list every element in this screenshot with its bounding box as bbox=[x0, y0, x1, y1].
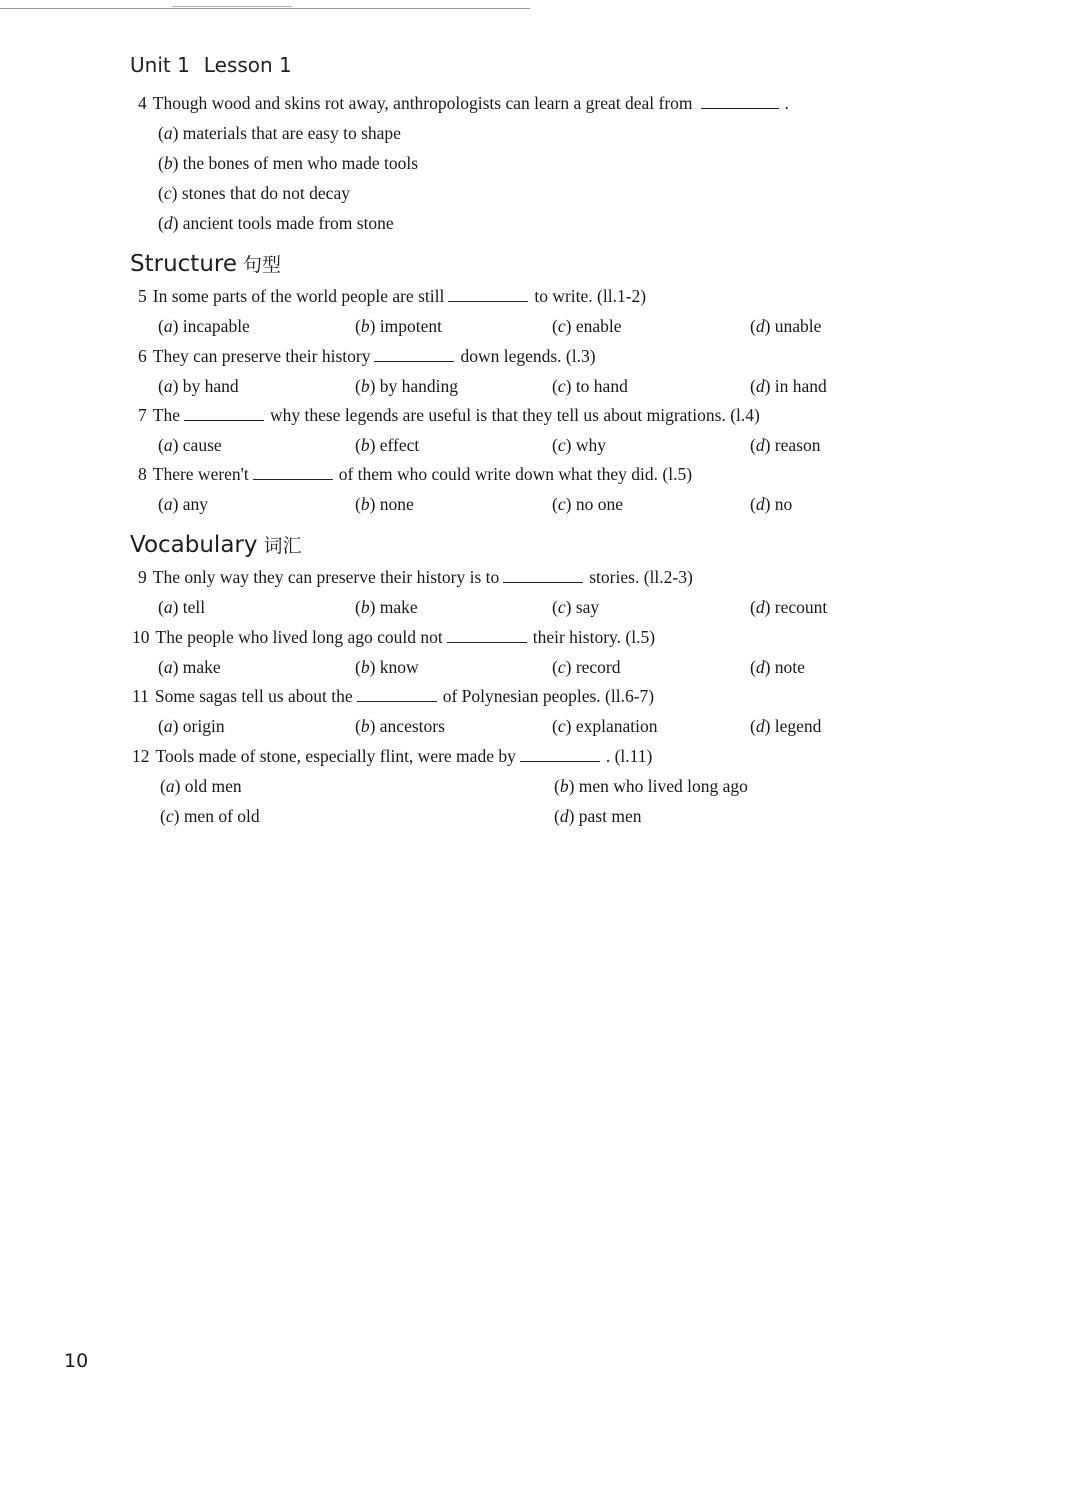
option-b[interactable]: (b) impotent bbox=[355, 316, 442, 336]
option-d[interactable]: (d) in hand bbox=[750, 376, 827, 396]
question-after: . bbox=[784, 93, 789, 113]
question-11: 11 Some sagas tell us about the of Polynesian peoples. (ll.6-7) bbox=[132, 686, 655, 706]
option-b[interactable]: (b) by handing bbox=[355, 376, 459, 396]
option-d[interactable]: (d) no bbox=[750, 494, 793, 514]
answer-blank[interactable] bbox=[253, 478, 333, 480]
option-a[interactable]: (a) tell bbox=[158, 597, 206, 617]
answer-blank[interactable] bbox=[520, 760, 600, 762]
option-b[interactable]: (b) ancestors bbox=[355, 716, 445, 736]
question-5: 5 In some parts of the world people are still to write. (ll.1-2) bbox=[138, 286, 647, 306]
question-text: Though wood and skins rot away, anthropologists can learn a great deal from bbox=[152, 93, 693, 113]
option-b[interactable]: (b) none bbox=[355, 494, 414, 514]
answer-blank[interactable] bbox=[701, 107, 779, 109]
option-d[interactable]: (d) recount bbox=[750, 597, 828, 617]
lesson-label: Lesson 1 bbox=[203, 53, 292, 77]
question-6: 6 They can preserve their history down legends. (l.3) bbox=[138, 346, 596, 366]
option-d[interactable]: (d) legend bbox=[750, 716, 822, 736]
question-number: 4 bbox=[138, 93, 147, 113]
answer-blank[interactable] bbox=[447, 641, 527, 643]
option-c[interactable]: (c) explanation bbox=[552, 716, 658, 736]
answer-blank[interactable] bbox=[374, 360, 454, 362]
top-rule bbox=[0, 8, 530, 9]
answer-blank[interactable] bbox=[448, 300, 528, 302]
option-c[interactable]: (c) enable bbox=[552, 316, 622, 336]
question-4 bbox=[138, 93, 789, 114]
option-a[interactable]: (a) any bbox=[158, 494, 209, 514]
option-c[interactable]: (c) no one bbox=[552, 494, 623, 514]
question-7: 7 The why these legends are useful is that they tell us about migrations. (l.4) bbox=[138, 405, 760, 425]
option-b[interactable]: (b) the bones of men who made tools bbox=[158, 153, 419, 173]
top-decoration-line bbox=[172, 6, 292, 7]
option-d[interactable]: (d) unable bbox=[750, 316, 822, 336]
answer-blank[interactable] bbox=[503, 581, 583, 583]
option-d[interactable]: (d) past men bbox=[554, 806, 642, 826]
section-title-vocabulary: Vocabulary 词汇 bbox=[130, 532, 302, 558]
option-a[interactable]: (a) origin bbox=[158, 716, 225, 736]
option-a[interactable]: (a) cause bbox=[158, 435, 222, 455]
option-a[interactable]: (a) by hand bbox=[158, 376, 239, 396]
option-a[interactable]: (a) old men bbox=[160, 776, 242, 796]
option-c[interactable]: (c) why bbox=[552, 435, 606, 455]
option-b[interactable]: (b) know bbox=[355, 657, 419, 677]
option-c[interactable]: (c) say bbox=[552, 597, 600, 617]
option-d[interactable]: (d) note bbox=[750, 657, 805, 677]
unit-lesson-header bbox=[130, 53, 292, 77]
option-c[interactable]: (c) to hand bbox=[552, 376, 628, 396]
question-10: 10 The people who lived long ago could not their history. (l.5) bbox=[132, 627, 656, 647]
answer-blank[interactable] bbox=[357, 700, 437, 702]
question-12: 12 Tools made of stone, especially flint, were made by . (l.11) bbox=[132, 746, 653, 766]
option-a[interactable]: (a) make bbox=[158, 657, 221, 677]
option-b[interactable]: (b) make bbox=[355, 597, 418, 617]
option-d[interactable]: (d) reason bbox=[750, 435, 821, 455]
unit-label: Unit 1 bbox=[130, 53, 190, 77]
option-a[interactable]: (a) materials that are easy to shape bbox=[158, 123, 401, 143]
option-b[interactable]: (b) men who lived long ago bbox=[554, 776, 748, 796]
question-8: 8 There weren't of them who could write down what they did. (l.5) bbox=[138, 464, 693, 484]
option-c[interactable]: (c) men of old bbox=[160, 806, 260, 826]
page-number: 10 bbox=[64, 1350, 89, 1372]
section-title-structure: Structure 句型 bbox=[130, 251, 282, 277]
answer-blank[interactable] bbox=[184, 419, 264, 421]
option-d[interactable]: (d) ancient tools made from stone bbox=[158, 213, 394, 233]
option-c[interactable]: (c) stones that do not decay bbox=[158, 183, 350, 203]
question-9: 9 The only way they can preserve their history is to stories. (ll.2-3) bbox=[138, 567, 693, 587]
option-a[interactable]: (a) incapable bbox=[158, 316, 250, 336]
option-c[interactable]: (c) record bbox=[552, 657, 621, 677]
option-b[interactable]: (b) effect bbox=[355, 435, 420, 455]
